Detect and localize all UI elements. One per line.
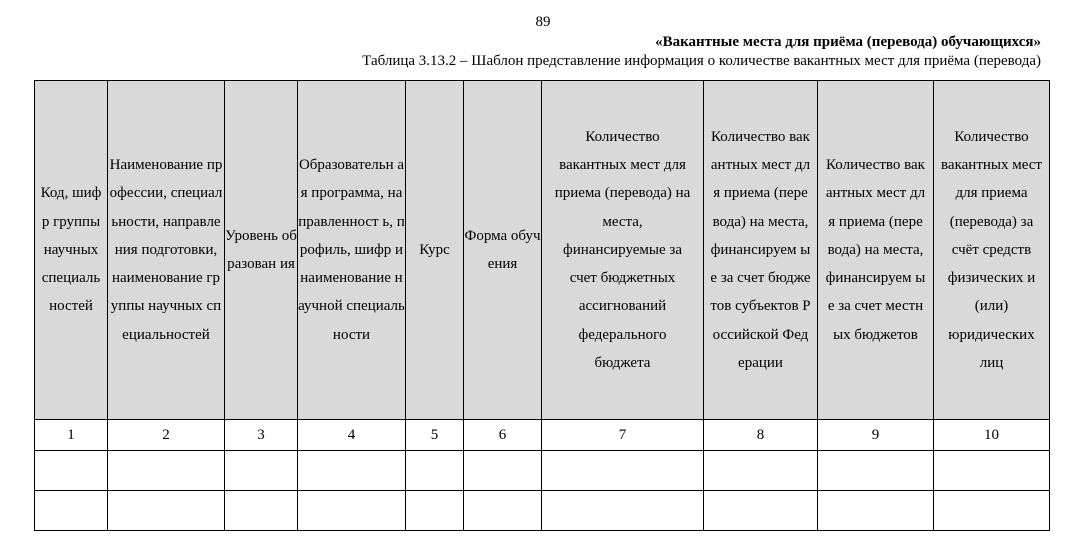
column-number: 7 (542, 420, 704, 451)
page-number: 89 (535, 14, 551, 30)
header-level-label: Уровень образован ия (225, 227, 297, 272)
header-study-form (464, 81, 542, 420)
empty-cell (298, 491, 406, 531)
header-program (298, 81, 406, 420)
empty-cell (298, 451, 406, 491)
header-profession (108, 81, 225, 420)
header-federal-budget (542, 81, 704, 420)
empty-cell (818, 451, 934, 491)
column-number: 8 (704, 420, 818, 451)
empty-cell (934, 491, 1050, 531)
header-study-form-label: Форма обучения (464, 227, 541, 272)
empty-cell (704, 491, 818, 531)
empty-data-row (35, 491, 1050, 531)
column-number: 9 (818, 420, 934, 451)
empty-cell (35, 451, 108, 491)
header-federal-budget-label: Количество вакантных мест для приема (перевода) на места, финансируемые за счет бюджетных ассигнований федерального бюджета (554, 128, 691, 372)
column-number: 4 (298, 420, 406, 451)
column-number: 5 (406, 420, 464, 451)
header-paid (934, 81, 1050, 420)
empty-cell (406, 491, 464, 531)
column-number: 10 (934, 420, 1050, 451)
table-header-row (35, 81, 1050, 420)
column-number: 1 (35, 420, 108, 451)
header-program-label: Образовательн ая программа, направленност ь, профиль, шифр и наименование научной специальности (298, 156, 405, 343)
header-course (406, 81, 464, 420)
empty-cell (108, 451, 225, 491)
empty-data-row (35, 451, 1050, 491)
empty-cell (108, 491, 225, 531)
empty-cell (464, 451, 542, 491)
empty-cell (35, 491, 108, 531)
column-number: 2 (108, 420, 225, 451)
empty-cell (542, 451, 704, 491)
section-heading: «Вакантные места для приёма (перевода) обучающихся» (655, 34, 1041, 50)
header-level (225, 81, 298, 420)
column-number: 6 (464, 420, 542, 451)
empty-cell (225, 451, 298, 491)
empty-cell (406, 451, 464, 491)
empty-cell (464, 491, 542, 531)
header-profession-label: Наименование профессии, специальности, направления подготовки, наименование группы научных специальностей (109, 156, 223, 343)
table-caption: Таблица 3.13.2 – Шаблон представление информация о количестве вакантных мест для приёма (перевода) (362, 53, 1041, 69)
header-paid-label: Количество вакантных мест для приема (перевода) за счёт средств физических и (или) юридических лиц (941, 128, 1042, 372)
column-number: 3 (225, 420, 298, 451)
header-local-budget-label: Количество вакантных мест для приема (перевода) на места, финансируем ые за счет местных бюджетов (825, 156, 926, 343)
empty-cell (225, 491, 298, 531)
vacancies-template-table (34, 80, 1050, 531)
header-regional-budget (704, 81, 818, 420)
empty-cell (818, 491, 934, 531)
header-course-label: Курс (419, 241, 450, 258)
column-number-row (35, 420, 1050, 451)
header-regional-budget-label: Количество вакантных мест для приема (перевода) на места, финансируем ые за счет бюджетов субъектов Российской Федерации (710, 128, 811, 372)
header-code-label: Код, шифр группы научных специаль ностей (40, 185, 102, 315)
header-code (35, 81, 108, 420)
empty-cell (934, 451, 1050, 491)
empty-cell (542, 491, 704, 531)
empty-cell (704, 451, 818, 491)
header-local-budget (818, 81, 934, 420)
